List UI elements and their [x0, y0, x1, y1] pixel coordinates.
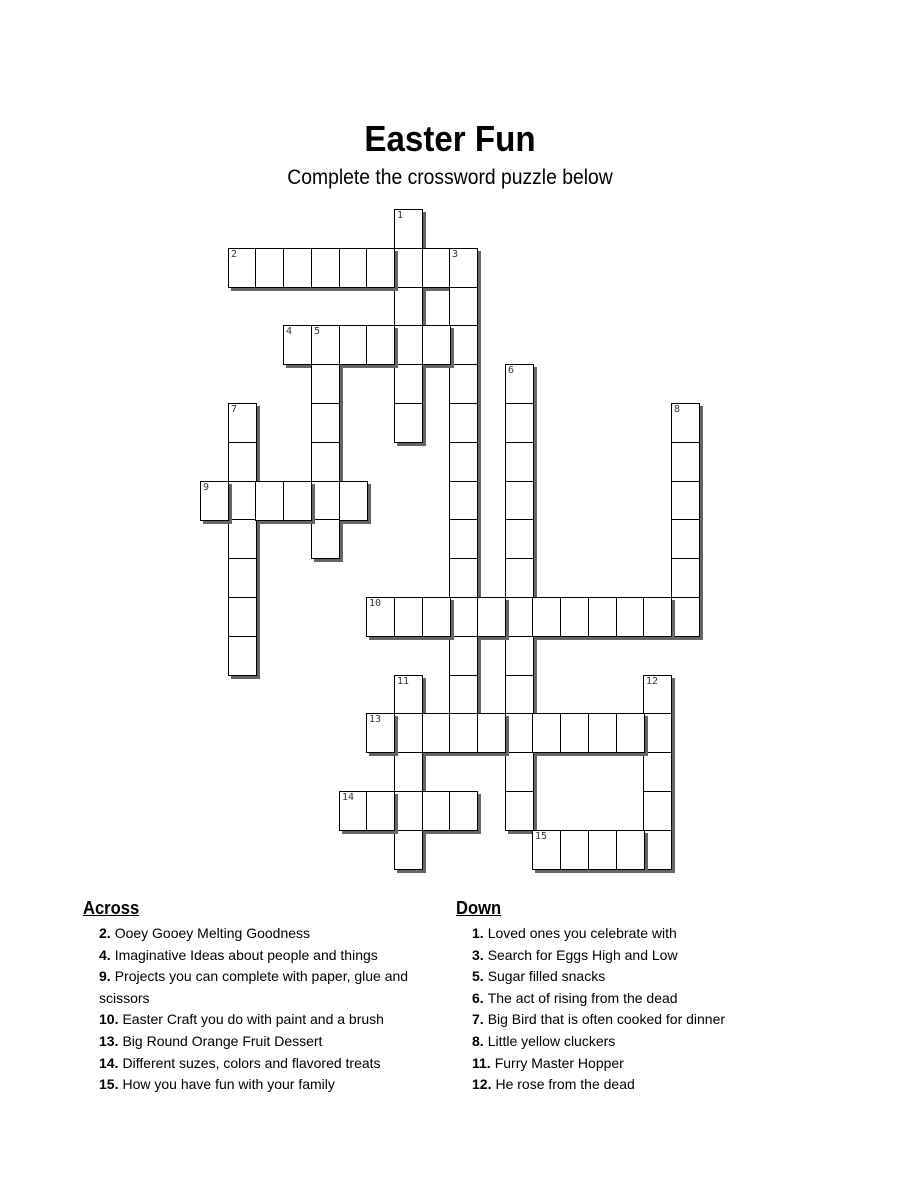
- clue-number: 8.: [472, 1032, 484, 1049]
- down-clue: [456, 966, 786, 988]
- cell-number: 3: [452, 249, 459, 260]
- crossword-cell[interactable]: [449, 713, 478, 753]
- clue-text: Sugar filled snacks: [487, 968, 606, 985]
- crossword-cell[interactable]: [422, 713, 451, 753]
- cell-number: 15: [535, 831, 548, 842]
- clue-text: Ooey Gooey Melting Goodness: [114, 925, 311, 941]
- crossword-cell[interactable]: [394, 597, 423, 637]
- clue-text: Little yellow cluckers: [487, 1032, 616, 1049]
- crossword-cell[interactable]: [394, 675, 423, 715]
- clue-number: 5.: [472, 968, 484, 985]
- crossword-cell[interactable]: [228, 558, 257, 598]
- crossword-cell[interactable]: [311, 248, 340, 288]
- across-clue: [83, 945, 413, 967]
- clue-text: Easter Craft you do with paint and a brush: [122, 1011, 384, 1028]
- down-clue: [456, 1031, 786, 1053]
- across-clue: [83, 1053, 413, 1075]
- down-clue: [456, 923, 786, 945]
- crossword-cell[interactable]: [532, 597, 561, 637]
- clue-text: Big Round Orange Fruit Dessert: [122, 1032, 323, 1049]
- down-clue: [456, 1074, 786, 1096]
- crossword-cell[interactable]: [505, 597, 534, 637]
- clue-number: 15.: [99, 1076, 119, 1093]
- crossword-cell[interactable]: [671, 442, 700, 482]
- clue-text: Projects you can complete with paper, glue and scissors: [99, 968, 409, 1006]
- crossword-cell[interactable]: [200, 481, 229, 521]
- crossword-cell[interactable]: [505, 636, 534, 676]
- puzzle-title: Easter Fun: [364, 118, 536, 159]
- across-clue: [83, 966, 413, 1009]
- crossword-cell[interactable]: [671, 403, 700, 443]
- crossword-cell[interactable]: [643, 791, 672, 831]
- crossword-cell[interactable]: [394, 752, 423, 792]
- crossword-cell[interactable]: [505, 558, 534, 598]
- crossword-cell[interactable]: [643, 597, 672, 637]
- crossword-cell[interactable]: [449, 558, 478, 598]
- crossword-cell[interactable]: [311, 325, 340, 365]
- down-clue: [456, 988, 786, 1010]
- crossword-cell[interactable]: [339, 791, 368, 831]
- clue-number: 1.: [472, 925, 484, 941]
- clue-number: 3.: [472, 946, 484, 963]
- crossword-cell[interactable]: [671, 519, 700, 559]
- clue-number: 9.: [99, 968, 111, 985]
- clue-text: Search for Eggs High and Low: [487, 946, 678, 963]
- crossword-cell[interactable]: [505, 364, 534, 404]
- crossword-cell[interactable]: [449, 481, 478, 521]
- crossword-cell[interactable]: [394, 325, 423, 365]
- crossword-cell[interactable]: [228, 636, 257, 676]
- crossword-cell[interactable]: [283, 481, 312, 521]
- cell-number: 1: [397, 210, 404, 221]
- crossword-cell[interactable]: [394, 830, 423, 870]
- crossword-cell[interactable]: [643, 830, 672, 870]
- crossword-cell[interactable]: [671, 558, 700, 598]
- crossword-cell[interactable]: [394, 713, 423, 753]
- across-clue: [83, 1009, 413, 1031]
- crossword-cell[interactable]: [449, 675, 478, 715]
- crossword-cell[interactable]: [394, 287, 423, 327]
- crossword-cell[interactable]: [255, 248, 284, 288]
- crossword-cell[interactable]: [311, 442, 340, 482]
- down-clue: [456, 1053, 786, 1075]
- crossword-cell[interactable]: [366, 248, 395, 288]
- crossword-cell[interactable]: [228, 442, 257, 482]
- crossword-cell[interactable]: [616, 713, 645, 753]
- crossword-cell[interactable]: [311, 519, 340, 559]
- crossword-cell[interactable]: [588, 713, 617, 753]
- cell-number: 7: [231, 404, 238, 415]
- across-clues: [83, 898, 413, 1096]
- crossword-cell[interactable]: [283, 325, 312, 365]
- crossword-cell[interactable]: [449, 442, 478, 482]
- down-heading: Down: [456, 898, 502, 918]
- crossword-cell[interactable]: [616, 597, 645, 637]
- clue-number: 4.: [99, 946, 111, 963]
- clue-number: 2.: [99, 925, 111, 941]
- clue-text: How you have fun with your family: [122, 1076, 335, 1093]
- crossword-cell[interactable]: [477, 597, 506, 637]
- crossword-cell[interactable]: [449, 519, 478, 559]
- crossword-cell[interactable]: [394, 248, 423, 288]
- cell-number: 2: [231, 249, 238, 260]
- crossword-cell[interactable]: [228, 248, 257, 288]
- cell-number: 12: [646, 676, 659, 687]
- across-clue: [83, 923, 413, 945]
- clue-text: Loved ones you celebrate with: [487, 925, 677, 941]
- crossword-cell[interactable]: [449, 403, 478, 443]
- crossword-cell[interactable]: [532, 830, 561, 870]
- crossword-cell[interactable]: [449, 287, 478, 327]
- clue-text: Imaginative Ideas about people and things: [114, 946, 378, 963]
- crossword-cell[interactable]: [671, 597, 700, 637]
- crossword-cell[interactable]: [311, 364, 340, 404]
- clue-text: The act of rising from the dead: [487, 989, 678, 1006]
- cell-number: 5: [314, 326, 321, 337]
- crossword-cell[interactable]: [394, 364, 423, 404]
- crossword-cell[interactable]: [228, 597, 257, 637]
- crossword-cell[interactable]: [532, 713, 561, 753]
- crossword-cell[interactable]: [560, 597, 589, 637]
- cell-number: 6: [508, 365, 515, 376]
- crossword-cell[interactable]: [449, 364, 478, 404]
- crossword-cell[interactable]: [422, 325, 451, 365]
- across-heading: Across: [83, 898, 140, 918]
- crossword-cell[interactable]: [449, 636, 478, 676]
- crossword-cell[interactable]: [394, 403, 423, 443]
- cell-number: 10: [369, 598, 382, 609]
- clue-number: 11.: [472, 1054, 491, 1071]
- crossword-cell[interactable]: [339, 325, 368, 365]
- crossword-cell[interactable]: [671, 481, 700, 521]
- cell-number: 13: [369, 714, 382, 725]
- crossword-cell[interactable]: [339, 481, 368, 521]
- crossword-cell[interactable]: [422, 248, 451, 288]
- clue-number: 7.: [472, 1011, 484, 1028]
- clue-text: He rose from the dead: [495, 1076, 635, 1093]
- crossword-cell[interactable]: [394, 791, 423, 831]
- crossword-cell[interactable]: [422, 791, 451, 831]
- crossword-cell[interactable]: [366, 791, 395, 831]
- clue-number: 6.: [472, 989, 484, 1006]
- across-clue: [83, 1031, 413, 1053]
- crossword-cell[interactable]: [560, 713, 589, 753]
- across-clue: [83, 1074, 413, 1096]
- crossword-cell[interactable]: [505, 481, 534, 521]
- crossword-cell[interactable]: [560, 830, 589, 870]
- clue-number: 12.: [472, 1076, 492, 1093]
- crossword-cell[interactable]: [505, 791, 534, 831]
- clue-number: 10.: [99, 1011, 119, 1028]
- crossword-cell[interactable]: [588, 830, 617, 870]
- crossword-cell[interactable]: [449, 248, 478, 288]
- cell-number: 4: [286, 326, 293, 337]
- crossword-cell[interactable]: [505, 403, 534, 443]
- crossword-cell[interactable]: [339, 248, 368, 288]
- down-clue: [456, 1009, 786, 1031]
- crossword-cell[interactable]: [449, 325, 478, 365]
- clue-number: 13.: [99, 1032, 119, 1049]
- crossword-cell[interactable]: [228, 403, 257, 443]
- puzzle-subtitle: Complete the crossword puzzle below: [287, 166, 613, 189]
- crossword-cell[interactable]: [616, 830, 645, 870]
- crossword-cell[interactable]: [505, 713, 534, 753]
- crossword-cell[interactable]: [588, 597, 617, 637]
- crossword-cell[interactable]: [422, 597, 451, 637]
- crossword-cell[interactable]: [228, 519, 257, 559]
- clue-text: Different suzes, colors and flavored treats: [122, 1054, 381, 1071]
- cell-number: 8: [674, 404, 681, 415]
- cell-number: 9: [203, 482, 210, 493]
- crossword-cell[interactable]: [283, 248, 312, 288]
- crossword-cell[interactable]: [505, 675, 534, 715]
- clue-text: Furry Master Hopper: [494, 1054, 624, 1071]
- crossword-cell[interactable]: [394, 209, 423, 249]
- clue-number: 14.: [99, 1054, 119, 1071]
- crossword-cell[interactable]: [505, 519, 534, 559]
- crossword-cell[interactable]: [643, 713, 672, 753]
- crossword-cell[interactable]: [366, 597, 395, 637]
- down-clues: [456, 898, 786, 1096]
- down-clue: [456, 945, 786, 967]
- crossword-cell[interactable]: [505, 442, 534, 482]
- crossword-cell[interactable]: [311, 481, 340, 521]
- cell-number: 11: [397, 676, 410, 687]
- crossword-cell[interactable]: [449, 791, 478, 831]
- crossword-cell[interactable]: [505, 752, 534, 792]
- crossword-cell[interactable]: [366, 713, 395, 753]
- crossword-cell[interactable]: [477, 713, 506, 753]
- clue-text: Big Bird that is often cooked for dinner: [487, 1011, 726, 1028]
- cell-number: 14: [342, 792, 355, 803]
- crossword-cell[interactable]: [255, 481, 284, 521]
- crossword-cell[interactable]: [366, 325, 395, 365]
- crossword-cell[interactable]: [311, 403, 340, 443]
- crossword-cell[interactable]: [643, 752, 672, 792]
- crossword-cell[interactable]: [449, 597, 478, 637]
- crossword-cell[interactable]: [643, 675, 672, 715]
- crossword-cell[interactable]: [228, 481, 257, 521]
